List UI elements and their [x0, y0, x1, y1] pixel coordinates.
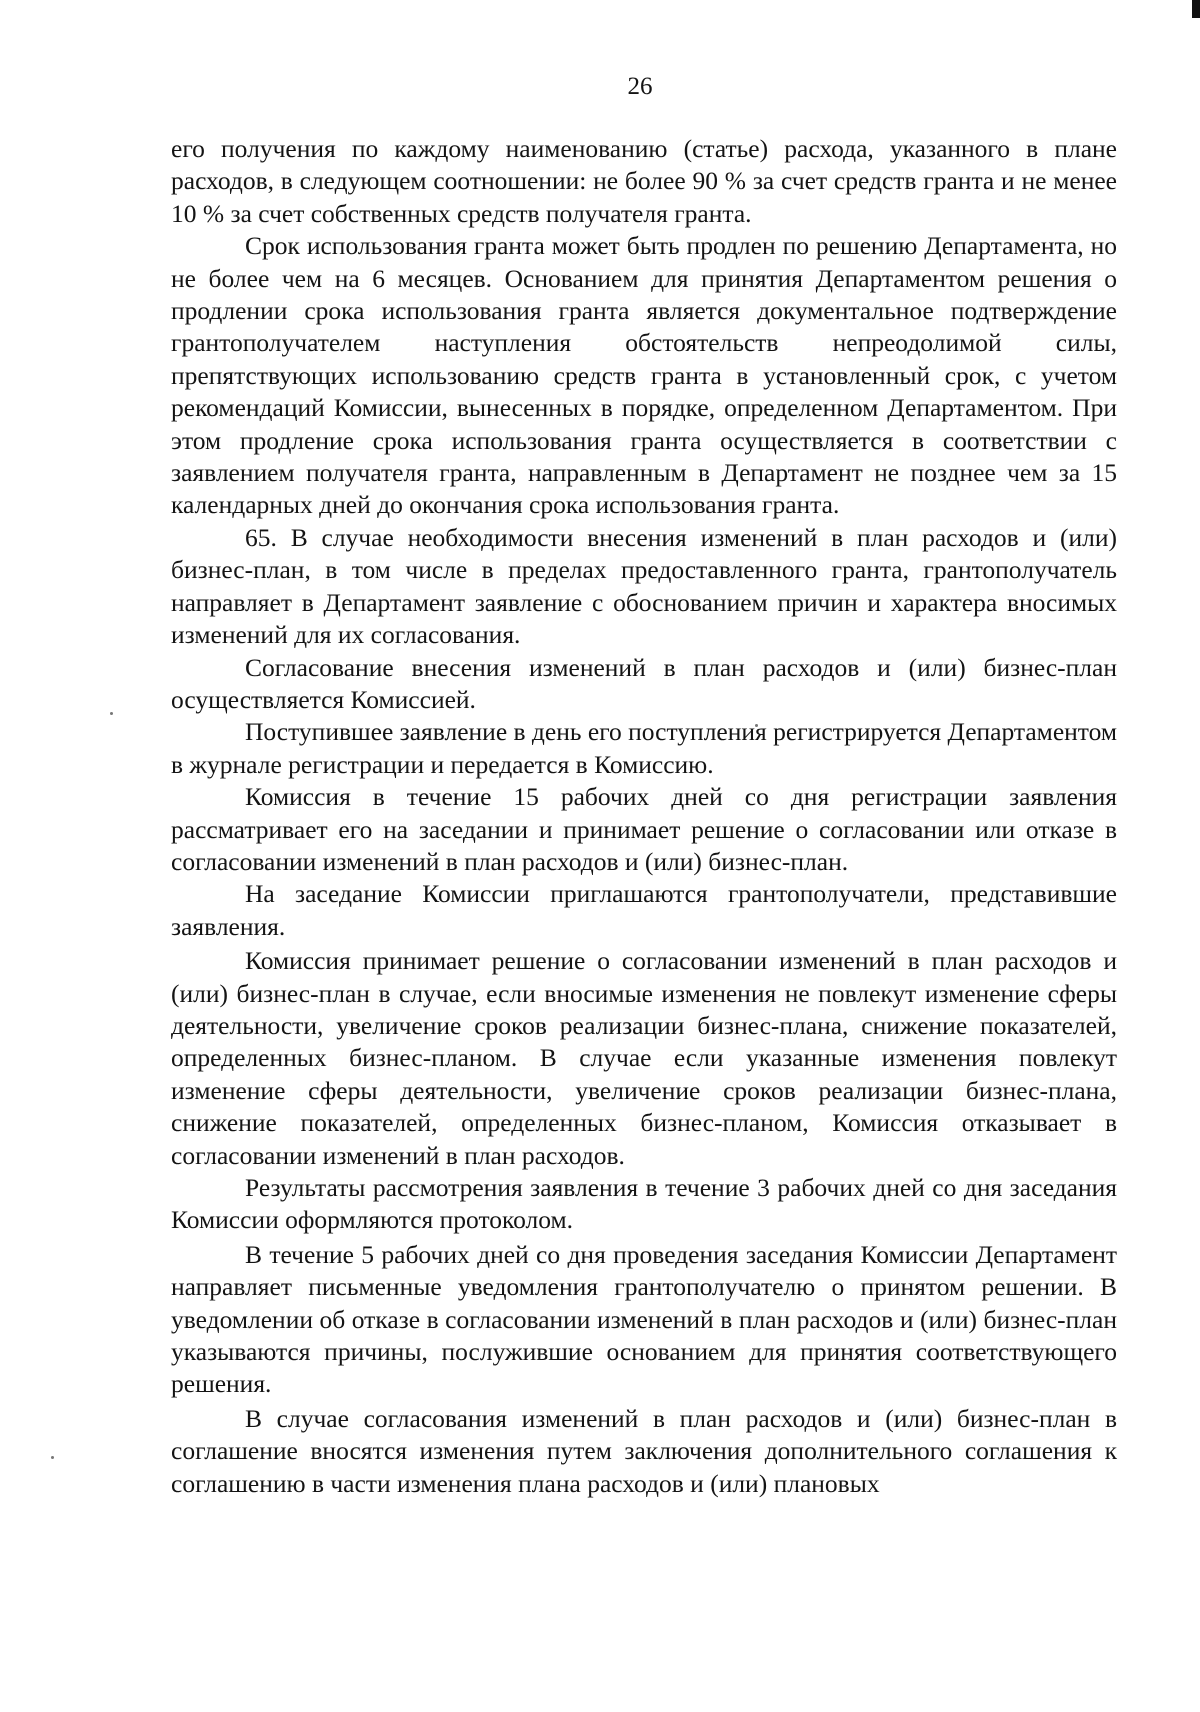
paragraph: В течение 5 рабочих дней со дня проведения заседания Комиссии Департамент направляет письменные уведомления грантополучателю о принятом решении. В уведомлении об отказе в согласовании изменений в план расходов и (или) бизнес-план указываются причины, послужившие основанием для принятия соответствующего решения.: [171, 1239, 1117, 1399]
paragraph: 65. В случае необходимости внесения изменений в план расходов и (или) бизнес-план, в том числе в пределах предоставленного гранта, грантополучатель направляет в Департамент заявление с обоснованием причин и характера вносимых изменений для их согласования.: [171, 522, 1117, 650]
paragraph: В случае согласования изменений в план расходов и (или) бизнес-план в соглашение вносятся изменения путем заключения дополнительного соглашения к соглашению в части изменения плана расходов и (или) плановых: [171, 1403, 1117, 1498]
paragraph: Результаты рассмотрения заявления в течение 3 рабочих дней со дня заседания Комиссии оформляются протоколом.: [171, 1173, 1117, 1235]
scan-edge-mark: [1192, 0, 1200, 18]
scan-speck: [51, 1456, 54, 1459]
paragraph: На заседание Комиссии приглашаются грантополучатели, представившие заявления.: [171, 879, 1117, 941]
paragraph: его получения по каждому наименованию (статье) расхода, указанного в плане расходов, в следующем соотношении: не более 90 % за счет средств гранта и не менее 10 % за счет собственных средств получателя гранта.: [171, 134, 1117, 228]
page-number: 26: [627, 73, 653, 100]
paragraph: Комиссия в течение 15 рабочих дней со дня регистрации заявления рассматривает его на заседании и принимает решение о согласовании или отказе в согласовании изменений в план расходов и (или) бизнес-план.: [171, 782, 1117, 876]
paragraph: Согласование внесения изменений в план расходов и (или) бизнес-план осуществляется Комиссией.: [171, 652, 1117, 714]
paragraph: Срок использования гранта может быть продлен по решению Департамента, но не более чем на 6 месяцев. Основанием для принятия Департаментом решения о продлении срока использования гранта является документальное подтверждение грантополучателем наступления обстоятельств непреодолимой силы, препятствующих использованию средств гранта в установленный срок, с учетом рекомендаций Комиссии, вынесенных в порядке, определенном Департаментом. При этом продление срока использования гранта осуществляется в соответствии с заявлением получателя гранта, направленным в Департамент не позднее чем за 15 календарных дней до окончания срока использования гранта.: [171, 231, 1117, 520]
paragraph: Комиссия принимает решение о согласовании изменений в план расходов и (или) бизнес-план в случае, если вносимые изменения не повлекут изменение сферы деятельности, увеличение сроков реализации бизнес-плана, снижение показателей, определенных бизнес-планом. В случае если указанные изменения повлекут изменение сферы деятельности, увеличение сроков реализации бизнес-плана, снижение показателей, определенных бизнес-планом, Комиссия отказывает в согласовании изменений в план расходов.: [171, 946, 1117, 1170]
scan-speck: [110, 712, 113, 715]
document-body: [171, 133, 1117, 1500]
paragraph: Поступившее заявление в день его поступления регистрируется Департаментом в журнале регистрации и передается в Комиссию.: [171, 717, 1117, 779]
